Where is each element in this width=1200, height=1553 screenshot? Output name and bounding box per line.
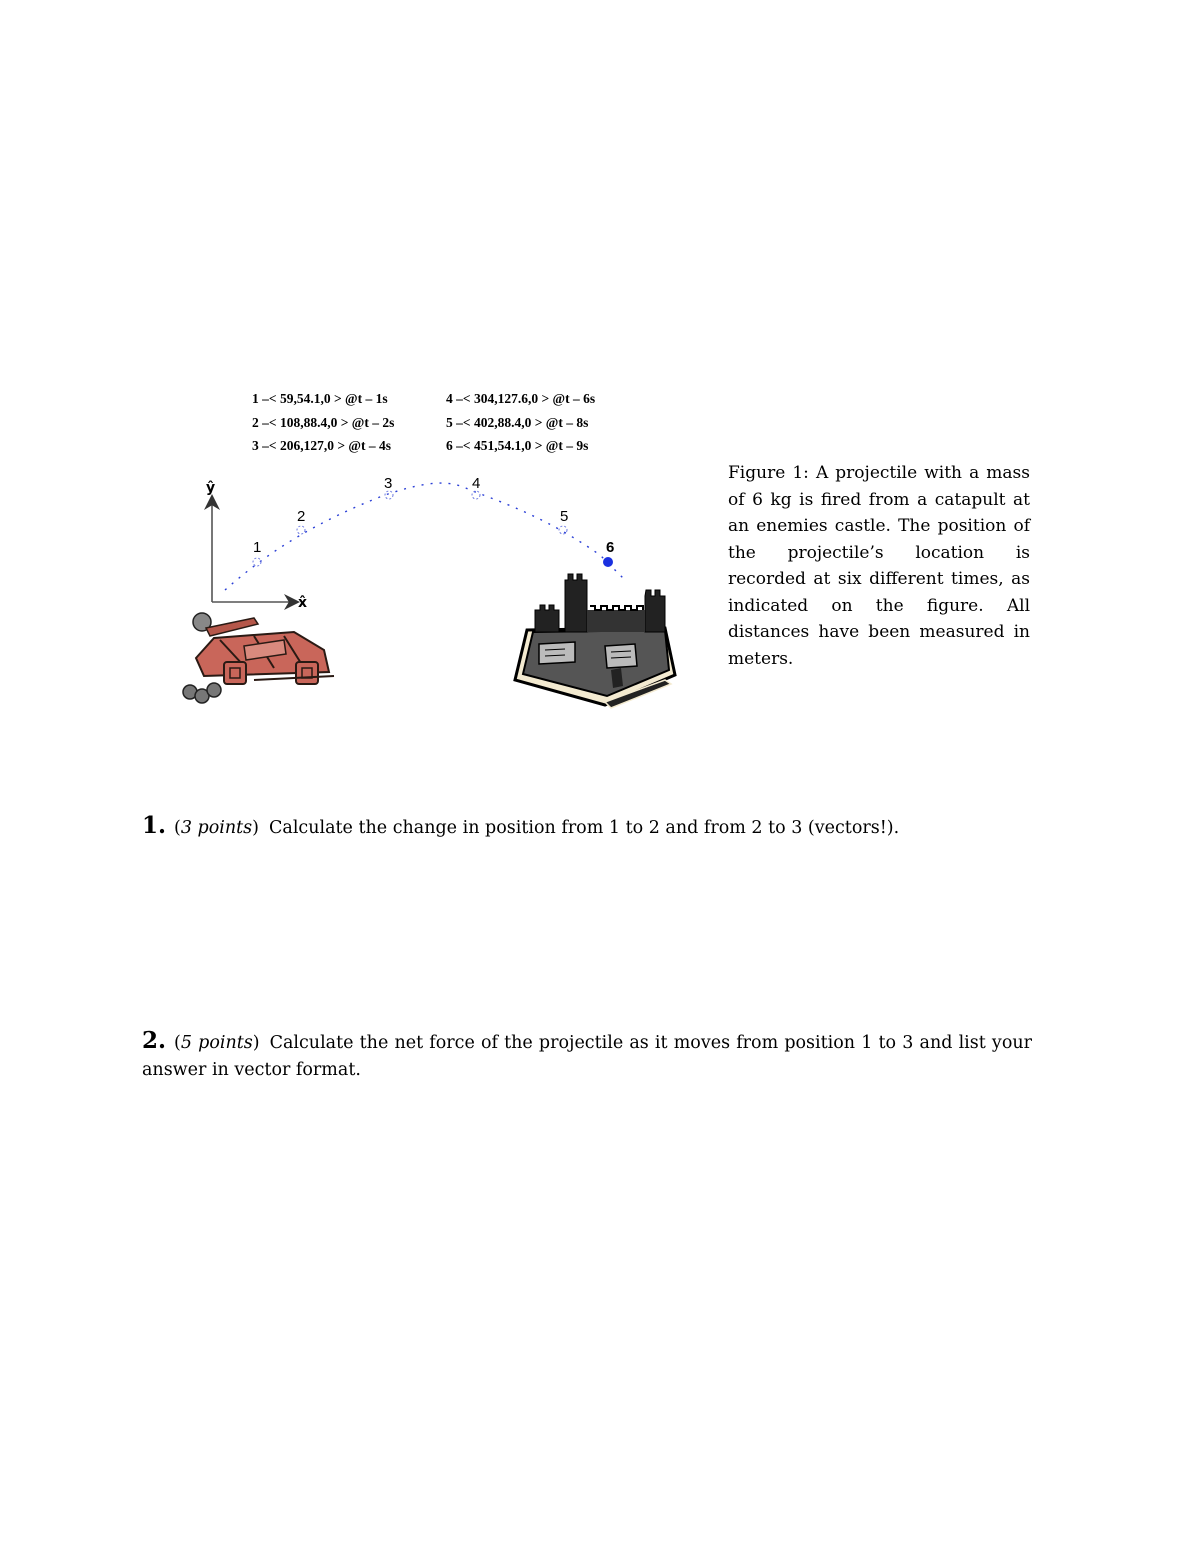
- castle-icon: [515, 574, 675, 708]
- question-1: [142, 812, 1032, 842]
- position-entry: 3 –< 206,127,0 > @t – 4s: [252, 438, 391, 453]
- point-label-4: 4: [472, 475, 481, 492]
- trajectory-path: [225, 483, 625, 590]
- question-points: (5 points): [174, 1033, 260, 1053]
- point-label-6: 6: [606, 539, 615, 556]
- position-entry: 5 –< 402,88.4,0 > @t – 8s: [446, 414, 589, 430]
- trajectory-point-2: [297, 526, 305, 534]
- position-entry: 6 –< 451,54.1,0 > @t – 9s: [446, 438, 589, 453]
- x-axis-label: x̂: [298, 595, 308, 611]
- point-label-5: 5: [560, 508, 569, 525]
- point-labels: [253, 475, 614, 556]
- position-entry: 2 –< 108,88.4,0 > @t – 2s: [252, 414, 395, 430]
- figure-caption: Figure 1: A projectile with a mass of 6 kg is fired from a catapult at an enemies castle. The position of the projectile’s location is recorded at six different times, as indicated on the figure. All distances have been measured in meters.: [728, 463, 1030, 669]
- question-number: 1.: [142, 812, 167, 839]
- trajectory: [225, 483, 625, 590]
- question-number: 2.: [142, 1027, 167, 1054]
- point-label-1: 1: [253, 539, 262, 556]
- position-entry: 4 –< 304,127.6,0 > @t – 6s: [446, 391, 596, 406]
- catapult-icon: [183, 613, 334, 703]
- points-value: 5 points: [180, 1033, 253, 1053]
- y-axis-label: ŷ: [206, 480, 216, 496]
- points-value: 3 points: [180, 818, 253, 838]
- point-label-2: 2: [297, 508, 306, 525]
- trajectory-point-3: [385, 491, 393, 499]
- question-points: (3 points): [174, 818, 259, 838]
- trajectory-point-1: [253, 558, 261, 566]
- question-text: Calculate the net force of the projectile as it moves from position 1 to 3 and list your answer in vector format.: [142, 1033, 1032, 1080]
- trajectory-point-4: [472, 491, 480, 499]
- question-text: Calculate the change in position from 1 to 2 and from 2 to 3 (vectors!).: [269, 818, 900, 838]
- question-2: [142, 1027, 1032, 1084]
- point-label-3: 3: [384, 475, 393, 492]
- projectile-current-point: [603, 557, 613, 567]
- projectile-figure: [170, 380, 700, 720]
- position-entry: 1 –< 59,54.1,0 > @t – 1s: [252, 391, 388, 406]
